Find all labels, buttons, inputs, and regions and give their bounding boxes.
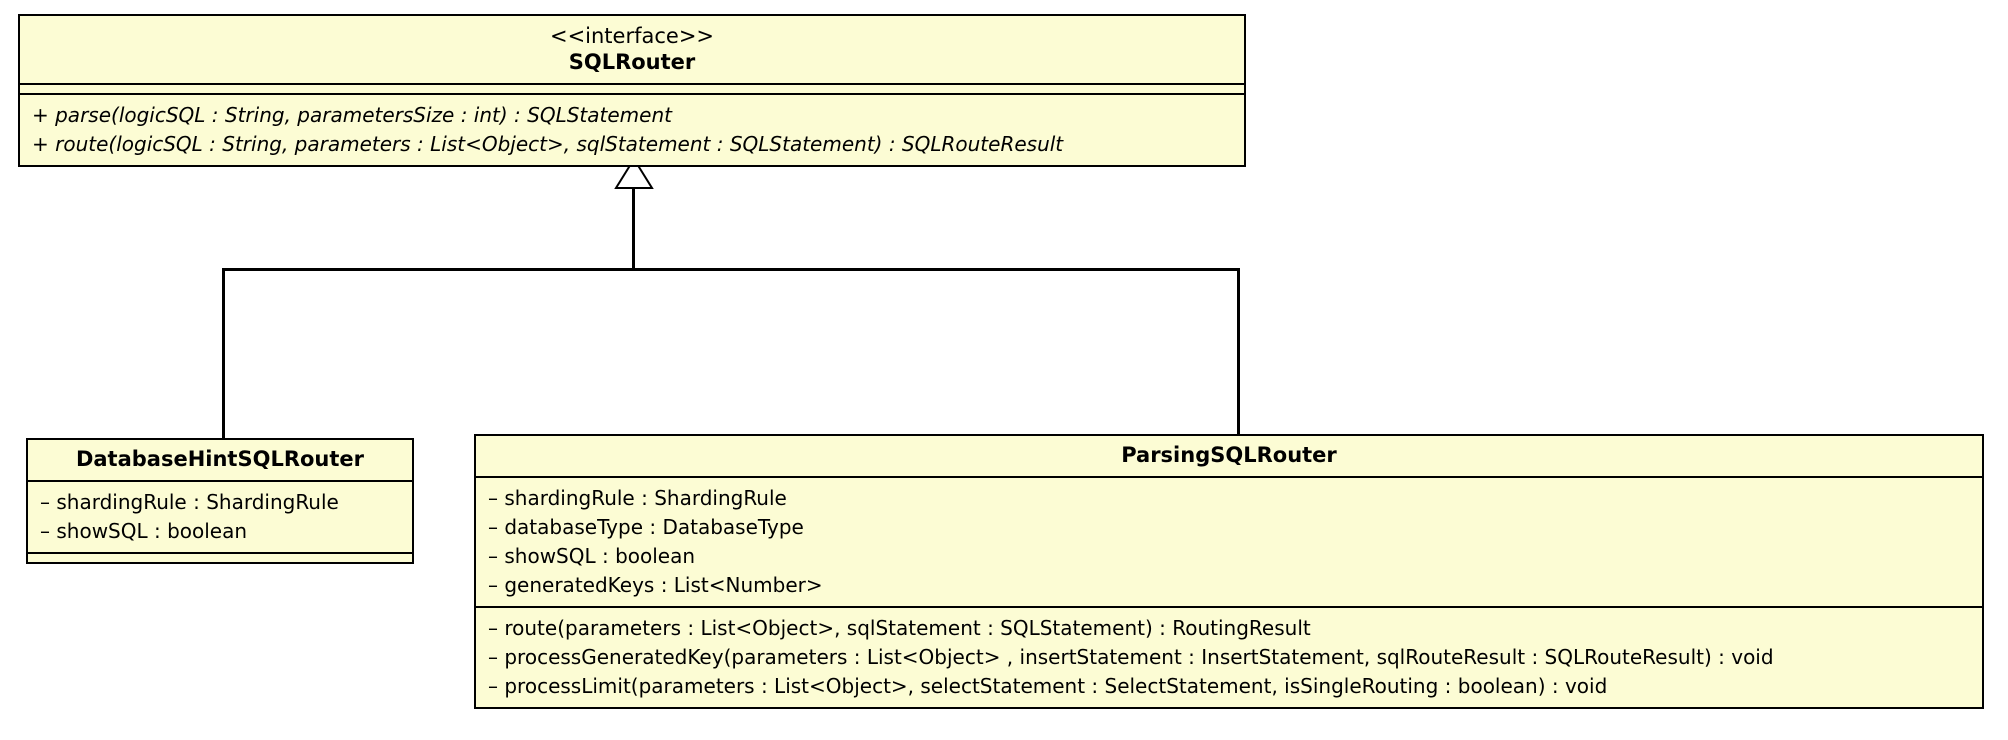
class-name: ParsingSQLRouter	[1121, 443, 1337, 467]
class-methods-databasehintsqlrouter	[28, 554, 412, 562]
class-method: – route(parameters : List<Object>, sqlStatement : SQLStatement) : RoutingResult	[488, 616, 1311, 641]
class-name: SQLRouter	[568, 50, 696, 75]
class-box-sqlrouter[interactable]	[18, 14, 1246, 167]
class-method: + route(logicSQL : String, parameters : List<Object>, sqlStatement : SQLStatement) : SQLRouteResult	[32, 132, 1064, 157]
class-box-databasehintsqlrouter[interactable]	[26, 438, 414, 564]
connector-horizontal-bar	[222, 268, 1240, 271]
class-stereotype: <<interface>>	[549, 24, 715, 48]
class-method: – processGeneratedKey(parameters : List<Object> , insertStatement : InsertStatement, sqlRouteResult : SQLRouteResult) : void	[488, 645, 1774, 670]
class-methods-sqlrouter	[20, 95, 1244, 165]
class-methods-parsingsqlrouter	[476, 608, 1982, 707]
class-box-parsingsqlrouter[interactable]	[474, 434, 1984, 709]
connector-stem-vertical	[632, 188, 635, 270]
class-attributes-parsingsqlrouter	[476, 478, 1982, 608]
class-method: + parse(logicSQL : String, parametersSize : int) : SQLStatement	[32, 103, 672, 128]
class-name: DatabaseHintSQLRouter	[75, 447, 365, 471]
connector-branch-left	[222, 268, 225, 440]
class-header-sqlrouter	[20, 16, 1244, 85]
class-header-databasehintsqlrouter	[28, 440, 412, 482]
connector-branch-right	[1237, 268, 1240, 436]
class-attribute: – showSQL : boolean	[488, 544, 696, 569]
class-attribute: – showSQL : boolean	[40, 519, 248, 544]
class-header-parsingsqlrouter	[476, 436, 1982, 478]
class-method: – processLimit(parameters : List<Object>, selectStatement : SelectStatement, isSingleRouting : boolean) : void	[488, 674, 1608, 699]
class-attribute: – generatedKeys : List<Number>	[488, 573, 823, 598]
class-attributes-databasehintsqlrouter	[28, 482, 412, 554]
class-attribute: – databaseType : DatabaseType	[488, 515, 804, 540]
class-attribute: – shardingRule : ShardingRule	[488, 486, 787, 511]
class-attribute: – shardingRule : ShardingRule	[40, 490, 339, 515]
class-attributes-sqlrouter	[20, 85, 1244, 95]
